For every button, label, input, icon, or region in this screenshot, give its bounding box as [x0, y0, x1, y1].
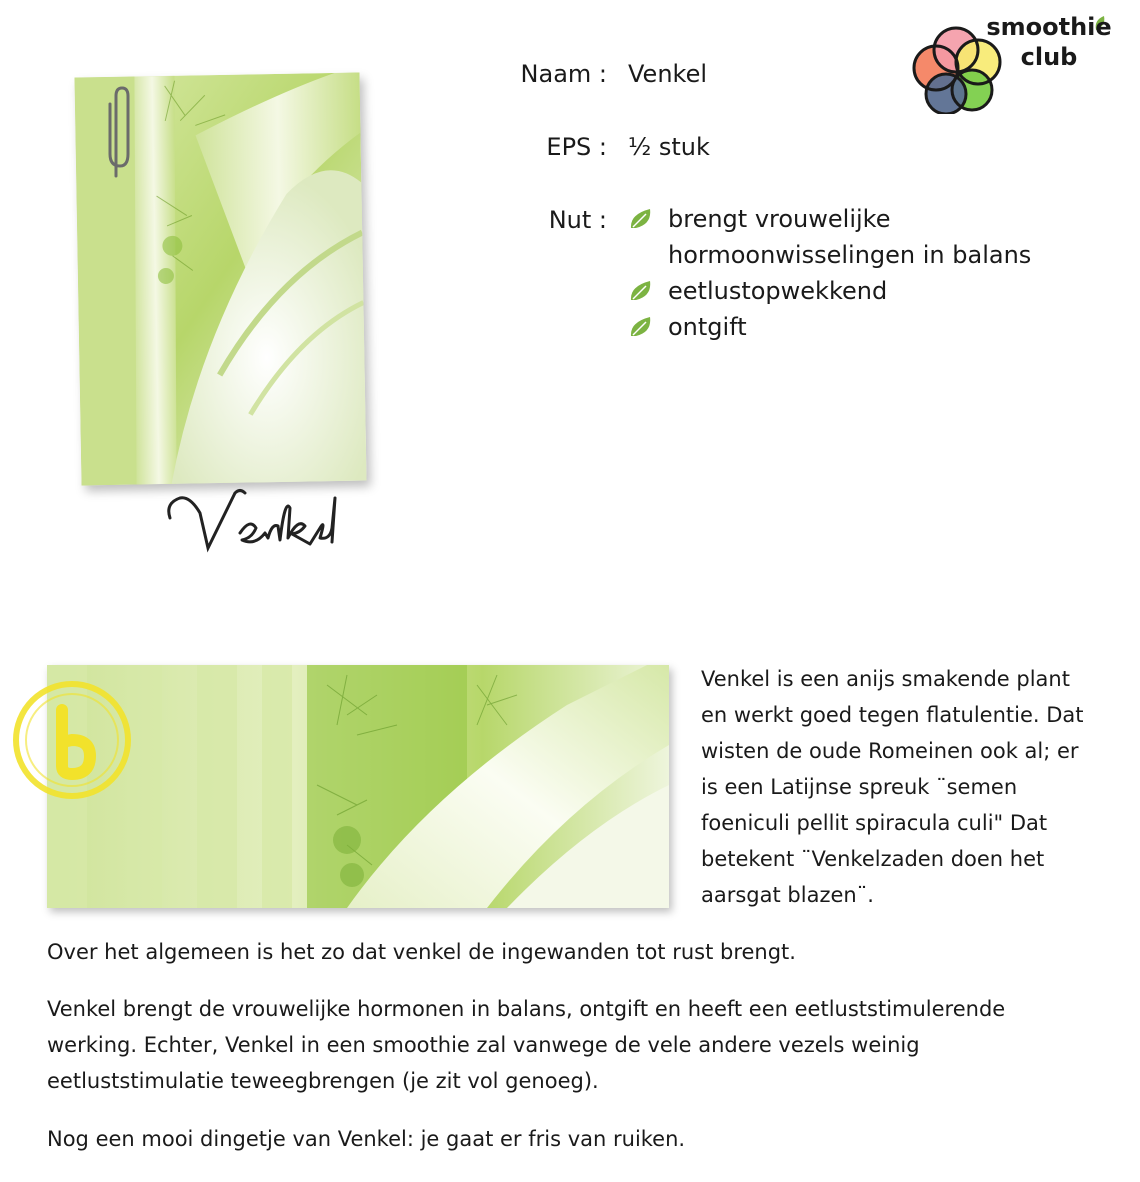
naam-value: Venkel: [628, 60, 708, 88]
nut-list: [628, 201, 1068, 345]
paragraph-3: Nog een mooi dingetje van Venkel: je gaat er fris van ruiken.: [47, 1127, 686, 1151]
logo-line-2: club: [1020, 43, 1078, 71]
paragraph-1: Over het algemeen is het zo dat venkel de ingewanden tot rust brengt.: [47, 940, 796, 964]
photo-caption-signature: [160, 478, 350, 558]
leaf-check-icon: [628, 278, 654, 304]
nut-label: Nut :: [548, 206, 607, 234]
paperclip-icon: [100, 84, 132, 180]
naam-label: Naam :: [520, 60, 607, 88]
nut-item-text: eetlustopwekkend: [668, 277, 888, 305]
brothen-stamp-logo: [10, 670, 140, 810]
leaf-check-icon: [628, 206, 654, 232]
logo-line-1: smoothie: [986, 13, 1112, 41]
side-paragraph: Venkel is een anijs smakende plant en werkt goed tegen flatulentie. Dat wisten de oude Romeinen ook al; er is een Latijnse spreuk ¨semen foeniculi pellit spiracula culi" Dat betekent ¨Venkelzaden doen het aarsgat blazen¨.: [701, 667, 1084, 907]
list-item: [628, 273, 1068, 309]
eps-value: ½ stuk: [628, 133, 710, 161]
nut-item-text: ontgift: [668, 313, 747, 341]
logo-wordmark: [984, 12, 1114, 72]
leaf-check-icon: [628, 314, 654, 340]
list-item: [628, 201, 1068, 273]
nut-item-text: brengt vrouwelijke hormoonwisselingen in balans: [668, 205, 1032, 269]
paragraph-2: Venkel brengt de vrouwelijke hormonen in balans, ontgift en heeft een eetluststimulerende werking. Echter, Venkel in een smoothie zal vanwege de vele andere vezels weinig eetluststimulatie teweegbrengen (je zit vol genoeg).: [47, 997, 1006, 1093]
list-item: [628, 309, 1068, 345]
eps-label: EPS :: [546, 133, 607, 161]
fennel-banner-photo: [47, 665, 669, 908]
